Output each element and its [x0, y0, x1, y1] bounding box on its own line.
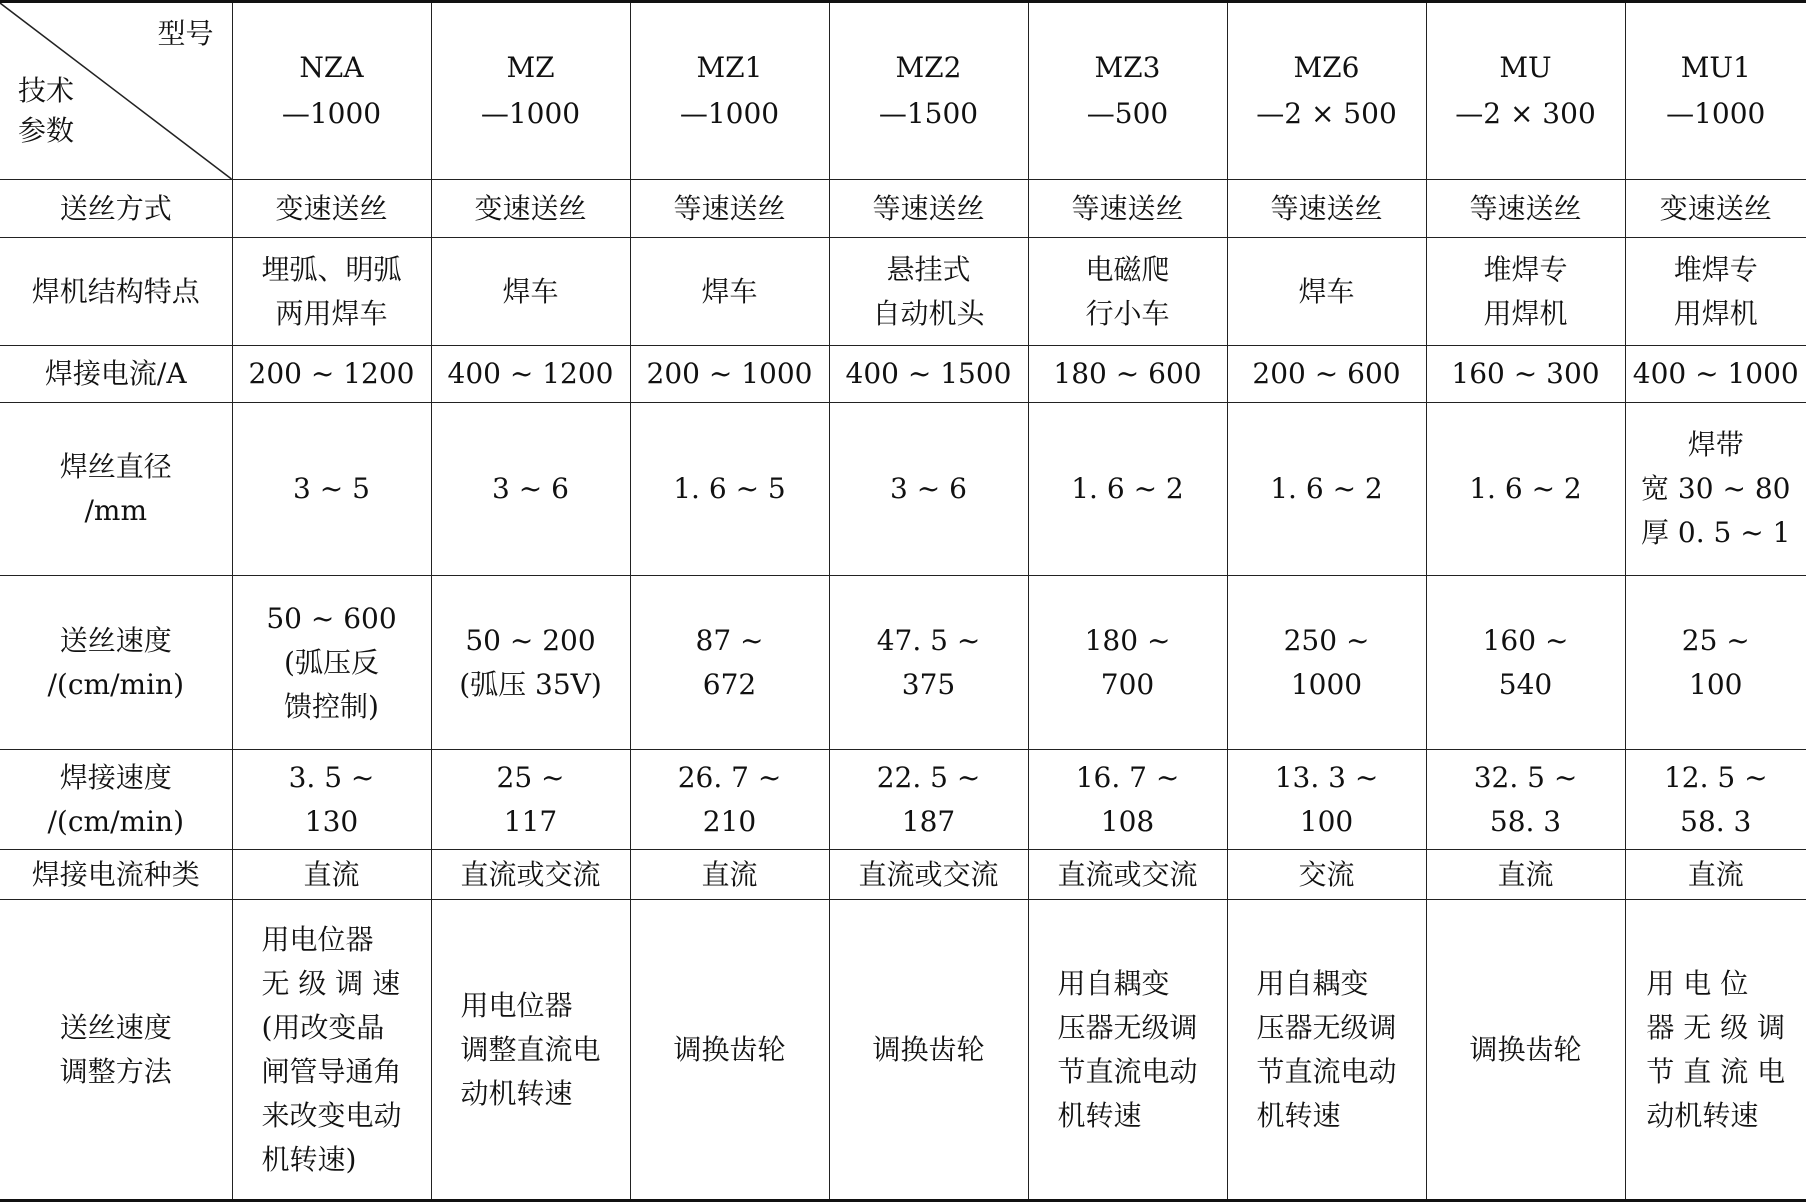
model-header: MZ3 —500: [1028, 2, 1227, 180]
table-cell: 等速送丝: [1227, 180, 1426, 238]
cell-text: 用自耦变 压器无级调 节直流电动 机转速: [1256, 966, 1397, 1132]
table-cell: 3 ~ 6: [829, 403, 1028, 576]
table-cell: 直流: [1426, 850, 1625, 900]
model-header: MU —2 × 300: [1426, 2, 1625, 180]
cell-text: 用 电 位 器 无 级 调 节 直 流 电 动机转速: [1646, 966, 1786, 1132]
table-cell: 变速送丝: [232, 180, 431, 238]
table-row: [0, 403, 1806, 576]
cell-text: 用电位器 无 级 调 速 (用改变晶 闸管导通角 来改变电动 机转速): [261, 922, 402, 1176]
corner-header-cell: [0, 2, 232, 180]
table-row: [0, 346, 1806, 403]
table-cell: 200 ~ 1200: [232, 346, 431, 403]
row-label: 送丝速度 /(cm/min): [0, 576, 232, 750]
table-cell: [431, 900, 630, 1201]
table-cell: 400 ~ 1000: [1625, 346, 1806, 403]
table-cell: 12. 5 ~ 58. 3: [1625, 750, 1806, 850]
corner-param-label: 技术 参数: [18, 74, 75, 147]
row-label: 焊机结构特点: [0, 238, 232, 346]
table-cell: 焊车: [431, 238, 630, 346]
table-cell: 25 ~ 100: [1625, 576, 1806, 750]
table-row: [0, 180, 1806, 238]
table-cell: 400 ~ 1500: [829, 346, 1028, 403]
model-header: MZ —1000: [431, 2, 630, 180]
table-cell: 等速送丝: [829, 180, 1028, 238]
table-cell: 等速送丝: [1028, 180, 1227, 238]
table-cell: 32. 5 ~ 58. 3: [1426, 750, 1625, 850]
table-cell: 直流: [232, 850, 431, 900]
table-row: [0, 850, 1806, 900]
table-cell: 调换齿轮: [630, 900, 829, 1201]
table-cell: 400 ~ 1200: [431, 346, 630, 403]
table-cell: 87 ~ 672: [630, 576, 829, 750]
table-cell: 3 ~ 5: [232, 403, 431, 576]
table-cell: 等速送丝: [630, 180, 829, 238]
table-cell: 3 ~ 6: [431, 403, 630, 576]
table-row: [0, 750, 1806, 850]
table-cell: 直流: [630, 850, 829, 900]
table-cell: 160 ~ 300: [1426, 346, 1625, 403]
table-cell: 调换齿轮: [1426, 900, 1625, 1201]
row-label: 送丝速度 调整方法: [0, 900, 232, 1201]
table-cell: 交流: [1227, 850, 1426, 900]
table-cell: 13. 3 ~ 100: [1227, 750, 1426, 850]
table-cell: 180 ~ 600: [1028, 346, 1227, 403]
table-cell: 埋弧、明弧 两用焊车: [232, 238, 431, 346]
table-cell: 焊车: [630, 238, 829, 346]
table-cell: 47. 5 ~ 375: [829, 576, 1028, 750]
model-header: MZ6 —2 × 500: [1227, 2, 1426, 180]
table-cell: 250 ~ 1000: [1227, 576, 1426, 750]
cell-text: 用电位器 调整直流电 动机转速: [460, 988, 601, 1110]
table-row: [0, 900, 1806, 1201]
table-cell: 电磁爬 行小车: [1028, 238, 1227, 346]
table-cell: [1625, 900, 1806, 1201]
table-cell: 调换齿轮: [829, 900, 1028, 1201]
row-label: 焊接速度 /(cm/min): [0, 750, 232, 850]
table-cell: 直流: [1625, 850, 1806, 900]
table-cell: 200 ~ 1000: [630, 346, 829, 403]
table-cell: 25 ~ 117: [431, 750, 630, 850]
table-cell: 直流或交流: [829, 850, 1028, 900]
row-label: 焊接电流/A: [0, 346, 232, 403]
table-cell: [232, 900, 431, 1201]
table-cell: 26. 7 ~ 210: [630, 750, 829, 850]
table-cell: 1. 6 ~ 2: [1227, 403, 1426, 576]
table-cell: 16. 7 ~ 108: [1028, 750, 1227, 850]
table-cell: 焊带 宽 30 ~ 80 厚 0. 5 ~ 1: [1625, 403, 1806, 576]
table-cell: 悬挂式 自动机头: [829, 238, 1028, 346]
cell-text: 用自耦变 压器无级调 节直流电动 机转速: [1057, 966, 1198, 1132]
table-cell: [1028, 900, 1227, 1201]
table-cell: 160 ~ 540: [1426, 576, 1625, 750]
table-cell: 变速送丝: [431, 180, 630, 238]
corner-type-label: 型号: [157, 17, 214, 50]
table-cell: 1. 6 ~ 5: [630, 403, 829, 576]
model-header: MZ2 —1500: [829, 2, 1028, 180]
table-cell: 3. 5 ~ 130: [232, 750, 431, 850]
table-cell: 堆焊专 用焊机: [1625, 238, 1806, 346]
model-header: NZA —1000: [232, 2, 431, 180]
model-header: MU1 —1000: [1625, 2, 1806, 180]
table-cell: 堆焊专 用焊机: [1426, 238, 1625, 346]
table-cell: 直流或交流: [431, 850, 630, 900]
table-row: [0, 238, 1806, 346]
table-cell: 200 ~ 600: [1227, 346, 1426, 403]
model-header: MZ1 —1000: [630, 2, 829, 180]
table-cell: 50 ~ 600 (弧压反 馈控制): [232, 576, 431, 750]
table-cell: 22. 5 ~ 187: [829, 750, 1028, 850]
row-label: 送丝方式: [0, 180, 232, 238]
row-label: 焊接电流种类: [0, 850, 232, 900]
table-cell: 变速送丝: [1625, 180, 1806, 238]
table-cell: 直流或交流: [1028, 850, 1227, 900]
table-cell: 等速送丝: [1426, 180, 1625, 238]
table-cell: 180 ~ 700: [1028, 576, 1227, 750]
header-row: [0, 2, 1806, 180]
row-label: 焊丝直径 /mm: [0, 403, 232, 576]
table-cell: [1227, 900, 1426, 1201]
table-cell: 焊车: [1227, 238, 1426, 346]
table-row: [0, 576, 1806, 750]
table-cell: 1. 6 ~ 2: [1426, 403, 1625, 576]
table-cell: 1. 6 ~ 2: [1028, 403, 1227, 576]
table-cell: 50 ~ 200 (弧压 35V): [431, 576, 630, 750]
